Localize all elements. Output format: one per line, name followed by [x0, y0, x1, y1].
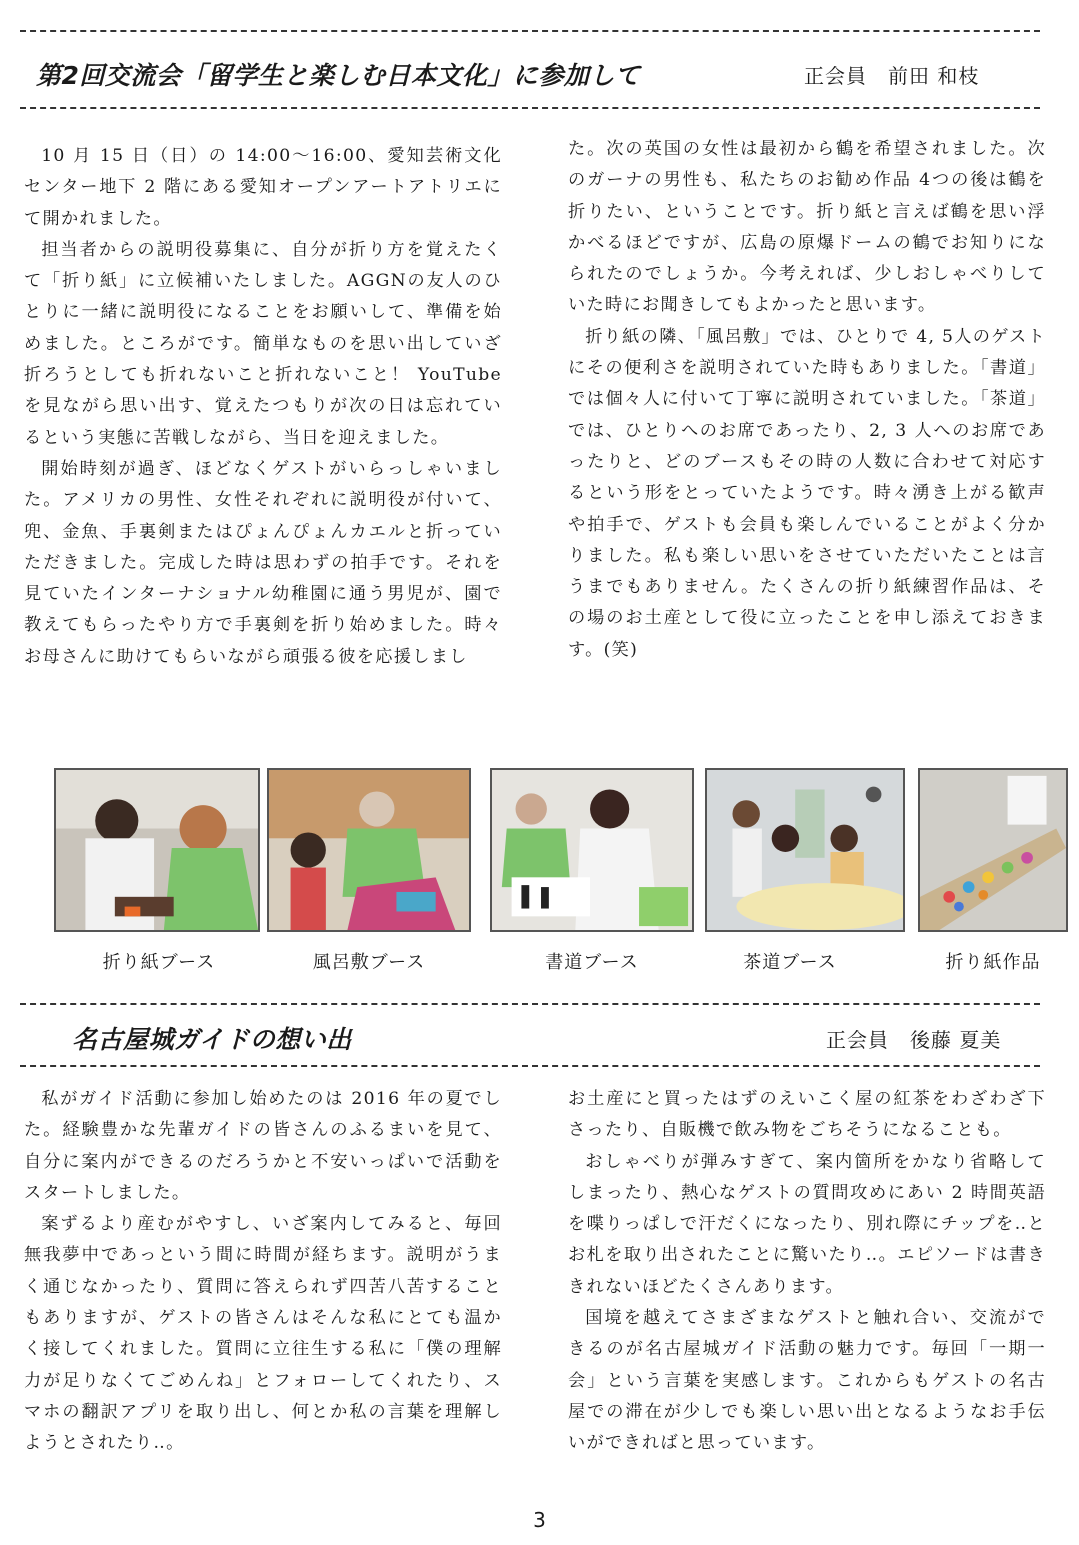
- divider-article2-top: [20, 1003, 1040, 1005]
- divider-top: [20, 30, 1040, 32]
- photo-caption: 書道ブース: [545, 952, 639, 973]
- article2-right-column: [568, 1084, 1046, 1460]
- photo-caption: 折り紙ブース: [102, 952, 216, 973]
- article1-paragraph: 10 月 15 日（日）の 14:00〜16:00、愛知芸術文化センター地下 2 階にある愛知オープンアートアトリエにて開かれました。: [24, 146, 502, 229]
- article2-left-column: [24, 1084, 502, 1460]
- article2-paragraph: 案ずるより産むがやすし、いざ案内してみると、毎回無我夢中であっという間に時間が経ちます。説明がうまく通じなかったり、質問に答えられず四苦八苦することもありますが、ゲストの皆さんはそんな私にとても温かく接してくれました。質問に立往生する私に「僕の理解力が足りなくてごめんね」とフォローしてくれたり、スマホの翻訳アプリを取り出し、何とか私の言葉を理解しようとされたり‥。: [24, 1214, 502, 1454]
- article1-paragraph: 開始時刻が過ぎ、ほどなくゲストがいらっしゃいました。アメリカの男性、女性それぞれに説明役が付いて、兜、金魚、手裏剣またはぴょんぴょんカエルと折っていただきました。完成した時は思わずの拍手です。それを見ていたインターナショナル幼稚園に通う男児が、園で教えてもらったやり方で手裏剣を折り始めました。時々お母さんに助けてもらいながら頑張る彼を応援しまし: [24, 458, 502, 667]
- article2-paragraph: お土産にと買ったはずのえいこく屋の紅茶をわざわざ下さったり、自販機で飲み物をごちそうになることも。: [568, 1089, 1046, 1141]
- article2-title: 名古屋城ガイドの想い出: [72, 1025, 352, 1054]
- article1-left-column: [24, 141, 502, 673]
- article1-paragraph: 担当者からの説明役募集に、自分が折り方を覚えたくて「折り紙」に立候補いたしました。AGGNの友人のひとりに一緒に説明役になることをお願いして、準備を始めました。ところがです。簡単なものを思い出していざ折ろうとしても折れないこと折れないこと！ YouTube を見ながら思い出す、覚えたつもりが次の日は忘れているという実態に苦戦しながら、当日を迎えました。: [24, 239, 502, 448]
- calligraphy-booth-photo: [490, 768, 694, 932]
- article1-right-column: [568, 134, 1046, 666]
- photo-caption: 茶道ブース: [743, 952, 837, 973]
- page-number: 3: [533, 1508, 546, 1532]
- photo-caption: 風呂敷ブース: [312, 952, 426, 973]
- article2-paragraph: おしゃべりが弾みすぎて、案内箇所をかなり省略してしまったり、熱心なゲストの質問攻めにあい 2 時間英語を喋りっぱしで汗だくになったり、別れ際にチップを‥とお札を取り出されたことに驚いたり‥。エピソードは書ききれないほどたくさんあります。: [568, 1151, 1046, 1297]
- article1-title: 第2回交流会「留学生と楽しむ日本文化」に参加して: [36, 61, 641, 90]
- article2-author: 正会員 後藤 夏美: [826, 1028, 1002, 1052]
- article1-author: 正会員 前田 和枝: [804, 64, 980, 88]
- photo-caption: 折り紙作品: [945, 952, 1041, 973]
- tea-ceremony-booth-photo: [705, 768, 905, 932]
- origami-booth-photo: [54, 768, 260, 932]
- divider-article2-header: [20, 1065, 1040, 1067]
- article2-paragraph: 国境を越えてさまざまなゲストと触れ合い、交流ができるのが名古屋城ガイド活動の魅力です。毎回「一期一会」という言葉を実感します。これからもゲストの名古屋での滞在が少しでも楽しい思い出となるようなお手伝いができればと思っています。: [568, 1308, 1046, 1454]
- furoshiki-booth-photo: [267, 768, 471, 932]
- article1-paragraph: た。次の英国の女性は最初から鶴を希望されました。次のガーナの男性も、私たちのお勧め作品 4つの後は鶴を折りたい、ということです。折り紙と言えば鶴を思い浮かべるほどですが、広島の原爆ドームの鶴でお知りになられたのでしょうか。今考えれば、少しおしゃべりしていた時にお聞きしてもよかったと思います。: [568, 139, 1046, 316]
- article2-paragraph: 私がガイド活動に参加し始めたのは 2016 年の夏でした。経験豊かな先輩ガイドの皆さんのふるまいを見て、自分に案内ができるのだろうかと不安いっぱいで活動をスタートしました。: [24, 1089, 502, 1203]
- article1-paragraph: 折り紙の隣、「風呂敷」では、ひとりで 4, 5人のゲストにその便利さを説明されていた時もありました。「書道」では個々人に付いて丁寧に説明されていました。「茶道」では、ひとりへのお席であったり、2, 3 人へのお席であったりと、どのブースもその時の人数に合わせて対応するという形をとっていたようです。時々湧き上がる歓声や拍手で、ゲストも会員も楽しんでいることがよく分かりました。私も楽しい思いをさせていただいたことは言うまでもありません。たくさんの折り紙練習作品は、その場のお土産として役に立ったことを申し添えておきます。(笑): [568, 326, 1046, 660]
- divider-article1-header: [20, 107, 1040, 109]
- origami-works-photo: [918, 768, 1068, 932]
- photo-gallery: [50, 768, 1050, 973]
